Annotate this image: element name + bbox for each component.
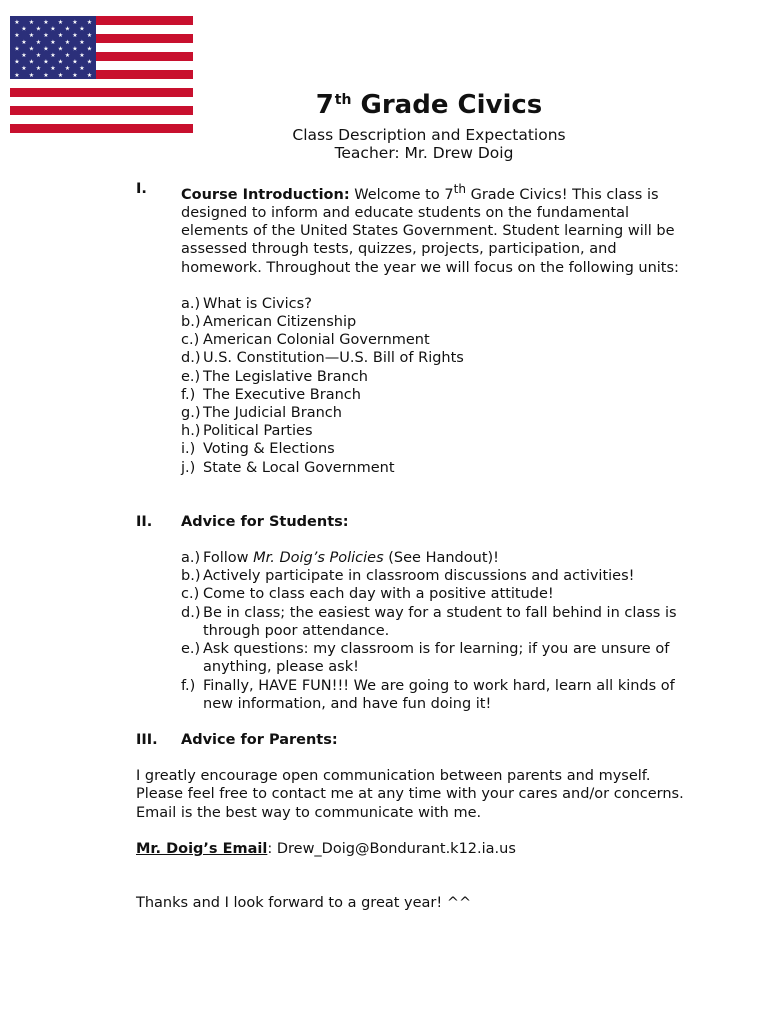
flag-star: ★ [72,71,78,79]
list-item: e.) The Legislative Branch [181,368,368,385]
policies-reference: Mr. Doig’s Policies [253,550,384,567]
flag-star: ★ [35,25,42,33]
flag-star: ★ [21,52,27,59]
flag-star: ★ [57,45,64,53]
flag-star: ★ [43,45,49,53]
flag-star: ★ [50,38,56,46]
flag-star: ★ [50,52,56,59]
flag-star: ★ [28,32,35,40]
section-course-introduction [136,180,696,477]
flag-star: ★ [57,71,64,79]
flag-star: ★ [79,25,85,33]
flag-star: ★ [79,38,85,46]
flag-star: ★ [21,38,27,46]
flag-star: ★ [35,38,42,46]
list-item: h.) Political Parties [181,423,313,440]
email-line [136,840,696,858]
flag-star: ★ [14,45,20,53]
section-number: III. [136,731,158,748]
list-item: f.) The Executive Branch [181,386,361,403]
list-item: d.) U.S. Constitution—U.S. Bill of Rights [181,350,464,367]
section-advice-parents [136,731,696,749]
flag-star: ★ [43,71,49,79]
flag-star: ★ [28,45,35,53]
students-advice-list [181,549,696,713]
flag-star: ★ [72,45,78,53]
flag-star: ★ [35,65,42,73]
flag-star: ★ [72,32,78,40]
email-label: Mr. Doig’s Email [136,840,268,857]
list-item: g.) The Judicial Branch [181,405,342,422]
flag-star: ★ [64,38,71,46]
list-item: a.) Follow Mr. Doig’s Policies (See Handout)! [181,550,499,567]
flag-star: ★ [64,65,71,73]
flag-star: ★ [21,65,27,73]
flag-star: ★ [43,58,49,66]
flag-star: ★ [14,19,20,26]
list-item: b.) Actively participate in classroom discussions and activities! [181,568,635,585]
page-title: 7th Grade Civics [315,90,543,120]
flag-star: ★ [79,52,85,59]
list-item: j.) State & Local Government [181,459,395,476]
flag-star: ★ [57,32,64,40]
section-advice-students [136,513,696,713]
list-item: e.) Ask questions: my classroom is for learning; if you are unsure of anything, please ask! [181,641,670,676]
intro-paragraph: Course Introduction: Welcome to 7th Grade Civics! This class is designed to inform and educate students on the fundamental elements of the United States Government. Student learning will be assessed through tests, quizzes, projects, participation, and homework. Throughout the year we will focus on the following units: [181,182,679,276]
list-item: c.) Come to class each day with a positive attitude! [181,586,554,603]
flag-star: ★ [72,58,78,66]
flag-star: ★ [43,32,49,40]
teacher-name: Teacher: Mr. Drew Doig [334,144,514,162]
flag-star: ★ [57,58,64,66]
flag-star: ★ [86,71,93,79]
flag-star: ★ [79,65,85,73]
flag-star: ★ [28,19,35,26]
flag-star: ★ [28,58,35,66]
document-body [136,180,696,912]
flag-star: ★ [21,25,27,33]
flag-star: ★ [64,52,71,59]
flag-star: ★ [43,19,49,26]
flag-star: ★ [28,71,35,79]
flag-star: ★ [86,32,93,40]
list-item: i.) Voting & Elections [181,441,335,458]
list-item: d.) Be in class; the easiest way for a student to fall behind in class is through poor attendance. [181,604,677,639]
parents-paragraph: I greatly encourage open communication between parents and myself. Please feel free to contact me at any time with your cares and/or concerns. Email is the best way to communicate with me. [136,768,684,821]
section-heading: Course Introduction: [181,186,350,203]
flag-star: ★ [14,71,20,79]
flag-star: ★ [14,32,20,40]
flag-star: ★ [72,19,78,26]
flag-star: ★ [35,52,42,59]
section-heading: Advice for Parents: [181,731,338,748]
flag-star: ★ [86,58,93,66]
units-list [181,295,696,477]
flag-star: ★ [50,25,56,33]
flag-star: ★ [14,58,20,66]
section-heading: Advice for Students: [181,513,349,530]
flag-star: ★ [64,25,71,33]
flag-star: ★ [86,19,93,26]
flag-star: ★ [50,65,56,73]
page-subtitle: Class Description and Expectations [292,126,566,144]
list-item: b.) American Citizenship [181,314,357,331]
closing-line: Thanks and I look forward to a great year! ^^ [136,894,472,911]
section-number: I. [136,181,147,197]
list-item: c.) American Colonial Government [181,332,430,349]
list-item: a.) What is Civics? [181,295,312,312]
email-address[interactable]: : Drew_Doig@Bondurant.k12.ia.us [267,840,516,857]
section-number: II. [136,513,153,530]
flag-star: ★ [86,45,93,53]
list-item: f.) Finally, HAVE FUN!!! We are going to work hard, learn all kinds of new information, and have fun doing it! [181,677,675,712]
flag-star: ★ [57,19,64,26]
